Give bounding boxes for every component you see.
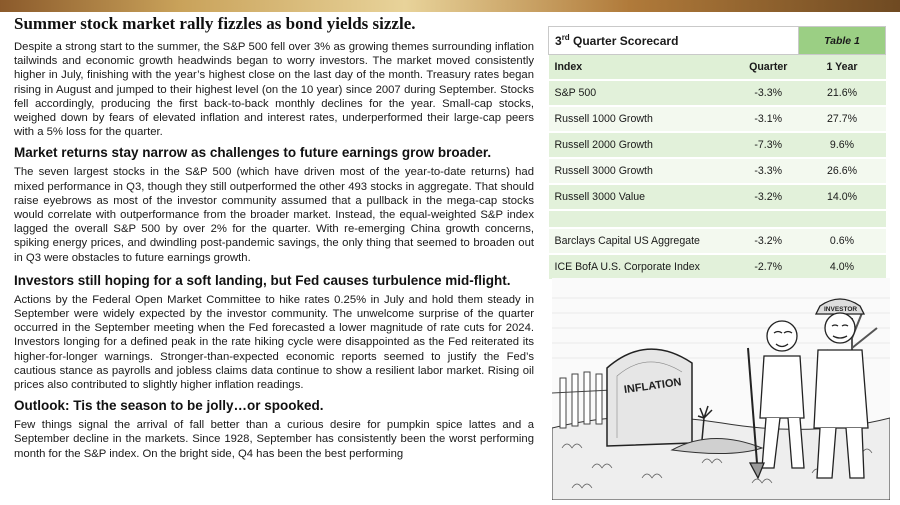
- spacer-row: [549, 210, 886, 228]
- year-return: 4.0%: [799, 254, 886, 280]
- paragraph-1: Despite a strong start to the summer, the S&P 500 fell over 3% as growing themes surrounding inflation tailwinds and economic growth headwinds began to worry investors. The market moved consistently higher in July, finishing with the year’s highest close on the last day of the month. Treasury rates began rising in August and jumped to their highest level (on the 10 year) since 2007 during September. Stocks fell accordingly, producing the first back-to-back monthly declines for the year. Small-cap stocks, weighed down by fears of elevated inflation and interest rates, underperformed their large-cap peers with a 5% loss for the quarter.: [14, 41, 534, 139]
- quarter-return: -3.3%: [738, 80, 799, 106]
- quarter-return: -3.1%: [738, 106, 799, 132]
- section-heading-fed: Investors still hoping for a soft landing, but Fed causes turbulence mid-flight.: [14, 272, 511, 288]
- index-name: Russell 3000 Value: [549, 184, 738, 210]
- table-label: Table 1: [799, 27, 886, 55]
- paragraph-4: Few things signal the arrival of fall better than a curious desire for pumpkin spice lattes and a September decline in the markets. Since 1928, September has consistently been the worst performing month for the S&P index. On the bright side, Q4 has been the best performing: [14, 419, 534, 460]
- table-row: [549, 132, 886, 158]
- year-return: 21.6%: [799, 80, 886, 106]
- year-return: 27.7%: [799, 106, 886, 132]
- inflation-cartoon: [552, 278, 890, 500]
- index-name: Russell 2000 Growth: [549, 132, 738, 158]
- paragraph-2: The seven largest stocks in the S&P 500 (which have driven most of the year-to-date returns) had mixed performance in Q3, though they still outperformed the other 493 stocks in aggregate. That should raise eyebrows as most of the investor community assumed that a pullback in the mega-cap stocks would correlate with outperformance from the broader market. Instead, the equal-weighted S&P index lagged the overall S&P 500 by over 2% for the quarter. With re-emerging China growth concerns, spiking energy prices, and dwindling post-pandemic savings, the only thing that seemed to broaden out in Q3 were obstacles to future earnings growth.: [14, 166, 534, 264]
- year-return: 0.6%: [799, 228, 886, 254]
- index-name: ICE BofA U.S. Corporate Index: [549, 254, 738, 280]
- quarter-return: -7.3%: [738, 132, 799, 158]
- quarter-return: -2.7%: [738, 254, 799, 280]
- index-name: Barclays Capital US Aggregate: [549, 228, 738, 254]
- table-row: [549, 254, 886, 280]
- tombstone-icon: [607, 349, 692, 446]
- table-row: [549, 80, 886, 106]
- scorecard-table: [548, 26, 886, 281]
- year-return: 9.6%: [799, 132, 886, 158]
- quarter-return: -3.2%: [738, 184, 799, 210]
- column-header-row: [549, 55, 886, 81]
- table-row: [549, 158, 886, 184]
- header-band: [0, 0, 900, 12]
- scorecard-panel: [548, 26, 886, 296]
- column-header-index: Index: [549, 55, 738, 81]
- year-return: 14.0%: [799, 184, 886, 210]
- cartoon-illustration: [552, 278, 890, 500]
- index-name: S&P 500: [549, 80, 738, 106]
- year-return: 26.6%: [799, 158, 886, 184]
- article-column: [14, 14, 534, 465]
- scorecard-title: 3rd Quarter Scorecard: [549, 27, 799, 55]
- index-name: Russell 3000 Growth: [549, 158, 738, 184]
- column-header-year: 1 Year: [799, 55, 886, 81]
- paragraph-3: Actions by the Federal Open Market Committee to hike rates 0.25% in July and hold them steady in September were widely expected by the investor community. The unwelcome surprise of the quarter occurred in the September meeting when the Fed forecasted a lower magnitude of rate cuts for 2024. Investors longing for a defined peak in the rate hiking cycle were disappointed as the Fed reiterated its higher-for-longer warnings. Stronger-than-expected economic reports seemed to justify the Fed’s cautious stance as payrolls and jobless claims data continue to show a resilient labor market. Rising oil prices also contributed to slightly higher inflation readings.: [14, 293, 534, 392]
- section-heading-returns: Market returns stay narrow as challenges to future earnings grow broader.: [14, 145, 492, 161]
- section-heading-outlook: Outlook: Tis the season to be jolly…or spooked.: [14, 398, 324, 414]
- quarter-return: -3.3%: [738, 158, 799, 184]
- investor-figure-left: [748, 321, 804, 478]
- svg-text:INVESTOR: INVESTOR: [824, 306, 858, 313]
- column-header-quarter: Quarter: [738, 55, 799, 81]
- svg-text:INFLATION: INFLATION: [623, 376, 683, 397]
- table-row: [549, 106, 886, 132]
- quarter-return: -3.2%: [738, 228, 799, 254]
- headline: Summer stock market rally fizzles as bond yields sizzle.: [14, 14, 416, 33]
- table-row: [549, 228, 886, 254]
- index-name: Russell 1000 Growth: [549, 106, 738, 132]
- table-row: [549, 184, 886, 210]
